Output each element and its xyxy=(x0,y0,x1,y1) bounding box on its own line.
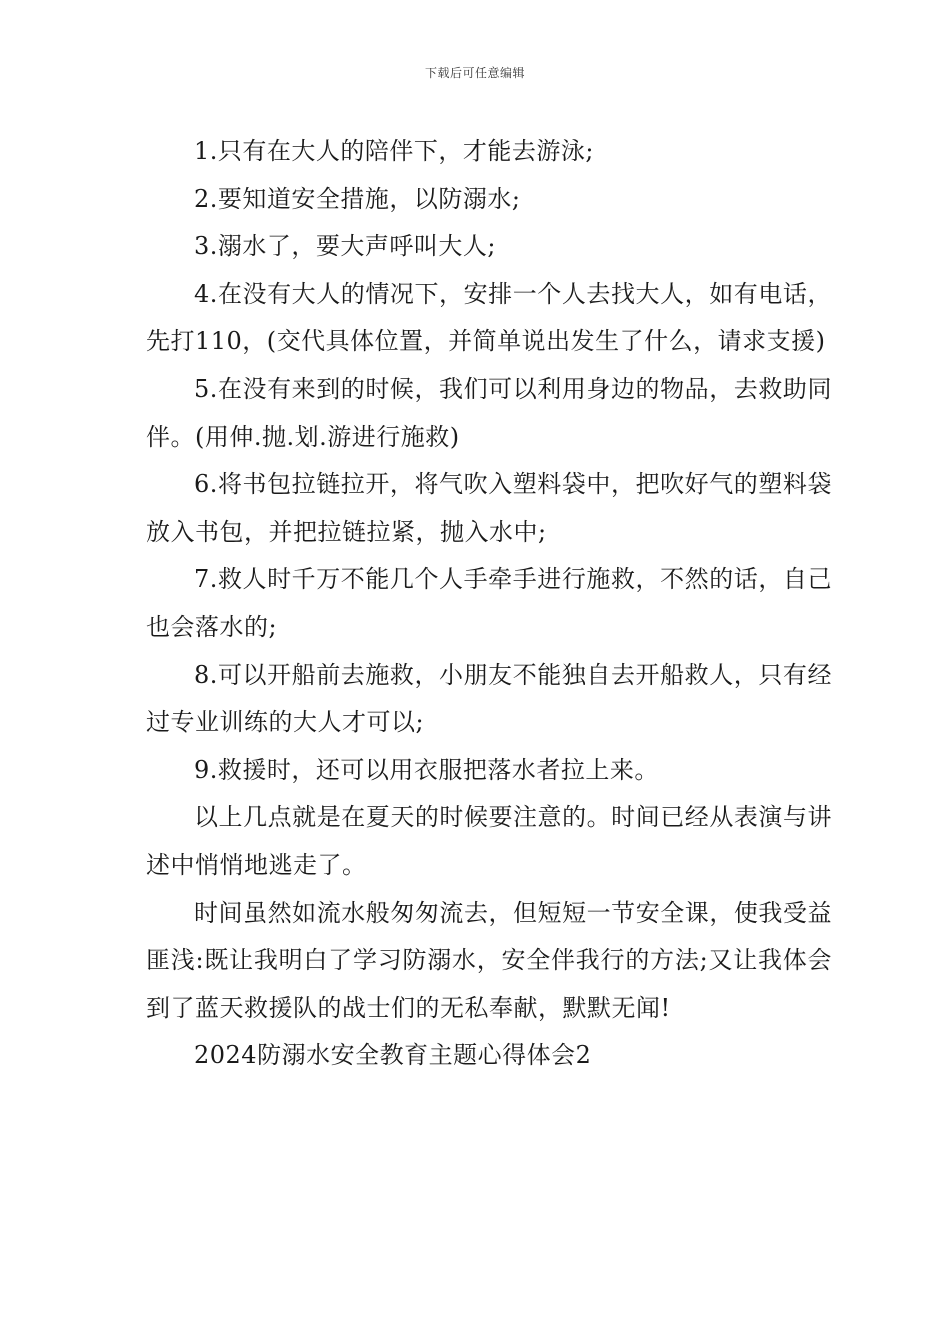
list-item-5: 5.在没有来到的时候，我们可以利用身边的物品，去救助同伴。(用伸.抛.划.游进行施救) xyxy=(146,374,832,451)
section-title: 2024防溺水安全教育主题心得体会2 xyxy=(194,1041,592,1070)
list-item-3: 3.溺水了，要大声呼叫大人; xyxy=(194,232,496,261)
list-item-9: 9.救援时，还可以用衣服把落水者拉上来。 xyxy=(194,755,659,784)
document-body xyxy=(146,128,832,1080)
list-item-6: 6.将书包拉链拉开，将气吹入塑料袋中，把吹好气的塑料袋放入书包，并把拉链拉紧，抛入水中; xyxy=(146,470,832,546)
list-item-1: 1.只有在大人的陪伴下，才能去游泳; xyxy=(194,137,594,165)
list-item-8: 8.可以开船前去施救，小朋友不能独自去开船救人，只有经过专业训练的大人才可以; xyxy=(146,660,832,737)
page-header: 下载后可任意编辑 xyxy=(424,66,525,80)
list-item-7: 7.救人时千万不能几个人手牵手进行施救，不然的话，自己也会落水的; xyxy=(146,565,832,641)
summary-paragraph: 以上几点就是在夏天的时候要注意的。时间已经从表演与讲述中悄悄地逃走了。 xyxy=(146,803,832,879)
conclusion-paragraph: 时间虽然如流水般匆匆流去，但短短一节安全课，使我受益匪浅:既让我明白了学习防溺水，安全伴我行的方法;又让我体会到了蓝天救援队的战士们的无私奉献，默默无闻! xyxy=(146,898,832,1022)
list-item-2: 2.要知道安全措施，以防溺水; xyxy=(194,184,521,213)
list-item-4: 4.在没有大人的情况下，安排一个人去找大人，如有电话，先打110，(交代具体位置，并简单说出发生了什么，请求支援) xyxy=(146,279,832,356)
